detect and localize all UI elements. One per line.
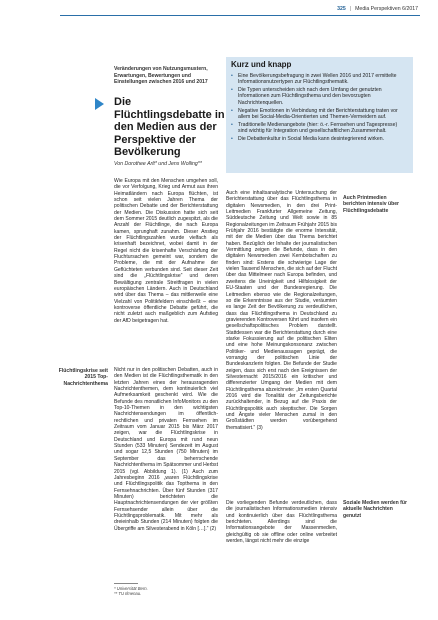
summary-item: • Traditionelle Medienangebote (hier: ö.-r. Fernsehen und Tagespresse) sind wichtig für Integration und gesellschaftlichen Zusammenhalt. (231, 122, 407, 135)
article-pre-title: Veränderungen von Nutzungsmustern, Erwartungen, Bewertungen und Einstellungen zwischen 2016 und 2017 (114, 66, 208, 85)
article-authors: Von Dorothee Arlt* und Jens Wolling** (114, 161, 202, 167)
body-column-2-lower (226, 500, 337, 550)
page-header (0, 0, 438, 22)
footnotes (114, 586, 148, 597)
summary-item: • Eine Bevölkerungsbefragung in zwei Wellen 2016 und 2017 ermittelte Informationsnutzertypen zur Flüchtlingsthematik. (231, 73, 407, 86)
body-column-1 (114, 178, 218, 330)
body-paragraph: Nicht nur in den politischen Debatten, auch in den Medien ist die Flüchtlingsthematik in den letzten Jahren eines der herausragenden Nachrichtenthemen, dem kontinuierlich viel Aufmerksamkeit geschenkt wird. Wie die Befunde des monatlichen InfoMonitors zu den Top-10-Themen in den wichtigsten Nachrichtensendungen im öffentlich-rechtlichen und privaten Fernsehen im Zeitraum vom Januar 2015 bis März 2017 zeigen, war die Flüchtlingskrise in Deutschland und Europa mit rund neun Stunden (533 Minuten) Sendezeit im August und sogar 12,5 Stunden (750 Minuten) im September das beherrschende Nachrichtenthema im Spätsommer und Herbst 2015 (vgl. Abbildung 1). (1) Auch zum Jahresbeginn 2016 „waren Flüchtlingskrise und Flüchtlingspolitik das Topthema in den Fernsehnachrichten. Über fünf Stunden (317 Minuten) berichteten die Hauptnachrichtensendungen der vier größten Fernsehsender allein über die Flüchtlingsproblematik. Mit mehr als dreieinhalb Stunden (214 Minuten) folgten die Übergriffe am Silvesterabend in Köln […].“ (2) (114, 367, 218, 532)
footnote: * Universität Bern. (114, 586, 148, 591)
body-paragraph: Wie Europa mit den Menschen umgehen soll, die vor Verfolgung, Krieg und Armut aus ihren Heimatländern nach Europa flüchten, ist schon seit vielen Jahren Thema der politischen Debatte und der Berichterstattung der Medien. Die Diskussion hatte sich seit dem Sommer 2015 deutlich zugespitzt, als die Anzahl der Flüchtlinge, die nach Europa kamen, sprunghaft zunahm. Dieser Anstieg der Flüchtlingszahlen wurde vielfach als krisenhaft bezeichnet, wobei damit in der Regel nicht die krisenhafte Verschärfung der Fluchtursachen gemeint war, sondern die Probleme, die mit der Aufnahme der Geflüchteten verbunden sind. Seit dieser Zeit sind die „Flüchtlingskrise“ und deren Bewältigung zentrale Streitfragen in vielen europäischen Ländern. Auch in Deutschland wird über das Thema – das mittlerweile eine Vielzahl von Politikfeldern einschließt – eine kontroverse öffentliche Debatte geführt, die nicht zuletzt auch maßgeblich zum Aufstieg der AfD beigetragen hat. (114, 178, 218, 324)
summary-item: • Die Debattenkultur in Social Media kann desintegrierend wirken. (231, 136, 407, 142)
running-header (337, 6, 418, 12)
header-separator: | (349, 6, 352, 12)
footnote-rule (114, 583, 138, 584)
margin-note: Auch Printmedien berichten intensiv über Flüchtlingsdebatte (343, 195, 400, 214)
footnote: ** TU Ilmenau. (114, 591, 142, 597)
summary-box (226, 57, 413, 173)
journal-name: Media Perspektiven (355, 6, 401, 12)
summary-item: • Negative Emotionen in Verbindung mit der Berichterstattung traten vor allem bei Social-Media-Orientierten und Themen-Vermeidern auf. (231, 108, 407, 121)
summary-heading: Kurz und knapp (231, 60, 292, 69)
margin-note: Soziale Medien werden für aktuelle Nachrichten genutzt (343, 500, 407, 519)
issue-number: 6/2017 (402, 6, 418, 12)
body-column-2 (226, 190, 337, 437)
triangle-marker-icon (95, 98, 104, 110)
margin-note: Flüchtlingskrise seit 2015 Top-Nachrichtenthema (58, 368, 108, 387)
body-paragraph: Die vorliegenden Befunde verdeutlichen, dass die journalistischen Informationsmedien intensiv und kontinuierlich über das Flüchtlingsthema berichteten. Allerdings sind die Informationsangebote der Massenmedien, gleichgültig ob sie offline oder online verbreitet werden, längst nicht mehr die einzige (226, 500, 337, 545)
page-number: 325 (337, 6, 346, 12)
header-rule (60, 15, 420, 16)
summary-item: • Die Typen unterscheiden sich nach dem Umfang der genutzten Informationen zum Flüchtlingsthema und den bevorzugten Nachrichtenquellen. (231, 87, 407, 106)
body-paragraph: Auch eine inhaltsanalytische Untersuchung der Berichterstattung über das Flüchtlingsthema in digitalen Newsmedien, in den drei Print-Leitmedien Frankfurter Allgemeine Zeitung, Süddeutsche Zeitung und Welt sowie in 85 Regionalzeitungen im Zeitraum Frühjahr 2015 bis Frühjahr 2016 bestätigte die enorme Intensität, mit der die Medien über das Thema berichtet haben. Bezüglich der Inhalte der journalistischen Vermittlung zeigen die Befunde, dass in den digitalen Newsmedien zwei Kernbotschaften zu finden sind: Erstens die schwierige Lage der vielen Tausend Menschen, die sich auf der Flucht über das Mittelmeer nach Europa befinden, und zweitens die Uneinigkeit und Hilfslosigkeit der EU-Staaten und der Bundesregierung. Die Leitmedien ebenso wie die Regionalzeitungen, so die Erkenntnisse aus der Studie, veräumten es lange Zeit der Bevölkerung zu verdeutlichen, dass das Flüchtlingsthema in Deutschland zu gravierenden Kontroversen führt und insofern ein gesellschaftspolitisches Problem darstellt. Stattdessen war die Berichterstattung durch eine starke Fokussierung auf die politischen Eliten und eine hohe Meinungskonsonanz zwischen Politiker- und Medienaussagen geprägt, die vorrangig der politischen Linie der Bundeskanzlerin folgten. Die Befunde der Studie zeigen, dass sich erst nach den Ereignissen der Silvesternacht 2015/2016 ein kritischer und differenzierter Umgang der Medien mit dem Flüchtlingsthema abzeichnete: „Im ersten Quartal 2016 wird die Tonalität der Zeitungsberichte zurückhaltender, in Bezug auf die Praxis der Flüchtlingspolitik auch skeptischer. Die Sorgen und Ängste vieler Menschen zumal in den Großstädten werden vorübergehend thematisiert.“ (3) (226, 190, 337, 431)
article-title: Die Flüchtlingsdebatte in den Medien aus der Perspektive der Bevölkerung (114, 96, 225, 158)
summary-list (231, 73, 407, 144)
body-column-1-lower (114, 367, 218, 538)
